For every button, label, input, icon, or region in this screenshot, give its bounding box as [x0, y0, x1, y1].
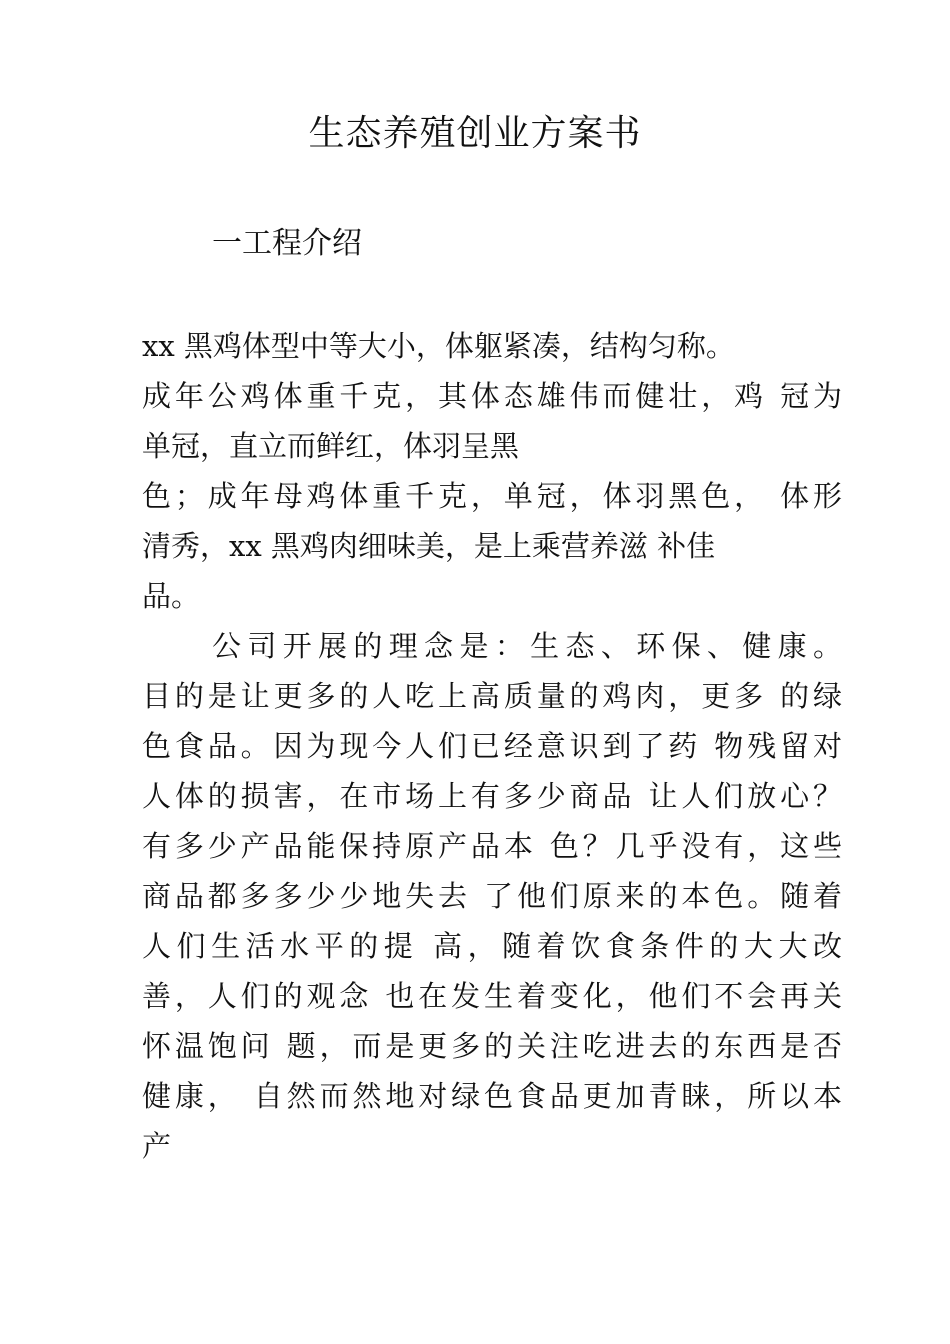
document-title: 生态养殖创业方案书 — [308, 113, 642, 154]
paragraph-line: 善，人们的观念 也在发生着变化，他们不会再关 — [142, 979, 842, 1013]
paragraph-line: 品。 — [142, 579, 201, 613]
paragraph-line: 目的是让更多的人吃上高质量的鸡肉，更多 的绿 — [142, 679, 842, 713]
paragraph-line: 清秀，xx 黑鸡肉细味美，是上乘营养滋 补佳 — [142, 529, 716, 563]
paragraph-line: 色食品。因为现今人们已经意识到了药 物残留对 — [142, 729, 842, 763]
paragraph-line: 怀温饱问 题，而是更多的关注吃进去的东西是否 — [142, 1029, 842, 1063]
paragraph-line: 有多少产品能保持原产品本 色？几乎没有，这些 — [142, 829, 842, 863]
paragraph-line: 产 — [142, 1129, 172, 1163]
paragraph-line: 人体的损害，在市场上有多少商品 让人们放心？ — [142, 779, 842, 813]
paragraph-line: 色；成年母鸡体重千克，单冠，体羽黑色， 体形 — [142, 479, 842, 513]
paragraph-line: 公司开展的理念是：生态、环保、健康。 — [212, 629, 842, 663]
paragraph-line: 商品都多多少少地失去 了他们原来的本色。随着 — [142, 879, 842, 913]
section-heading: 一工程介绍 — [212, 226, 362, 261]
paragraph-line: xx 黑鸡体型中等大小，体躯紧凑，结构匀称。 — [142, 329, 735, 363]
paragraph-line: 成年公鸡体重千克，其体态雄伟而健壮，鸡 冠为 — [142, 379, 842, 413]
paragraph-line: 健康， 自然而然地对绿色食品更加青睐，所以本 — [142, 1079, 842, 1113]
paragraph-line: 人们生活水平的提 高，随着饮食条件的大大改 — [142, 929, 842, 963]
paragraph-line: 单冠，直立而鲜红，体羽呈黑 — [142, 429, 520, 463]
